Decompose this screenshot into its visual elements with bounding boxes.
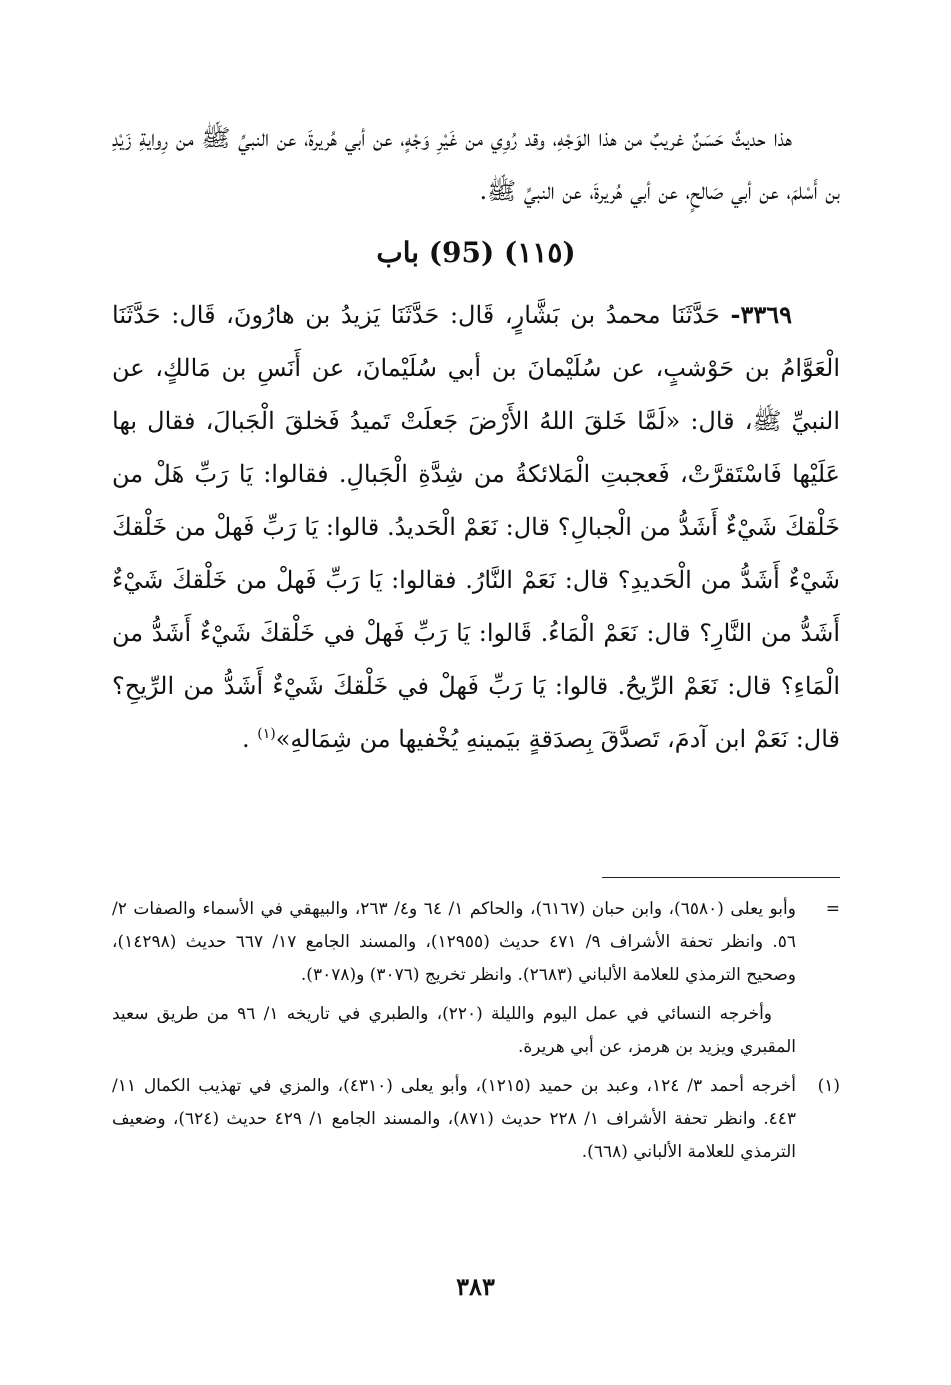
footnote-additional: وأخرجه النسائي في عمل اليوم والليلة (٢٢٠)، والطبري في تاريخه ١/ ٩٦ من طريق سعيد المقبري ويزيد بن هرمز، عن أبي هريرة. <box>112 1004 796 1057</box>
chapter-heading: (١١٥) (95) باب <box>376 236 576 269</box>
page-number: ٣٨٣ <box>456 1272 495 1301</box>
footnote-continuation-text: وأبو يعلى (٦٥٨٠)، وابن حبان (٦١٦٧)، والحاكم ١/ ٦٤ و٤/ ٢٦٣، والبيهقي في الأسماء والصفات ٢/ ٥٦. وانظر تحفة الأشراف ٩/ ٤٧١ حديث (١٢٩٥٥)، والمسند الجامع ١٧/ ٦٦٧ حديث (١٤٢٩٨)، وصحيح الترمذي للعلامة الألباني (٢٦٨٣). وانظر تخريج (٣٠٧٦) و(٣٠٧٨). <box>112 899 797 985</box>
hadith-text: حَدَّثَنَا محمدُ بن بَشَّارٍ، قَال: حَدَّثَنَا يَزيدُ بن هارُونَ، قَال: حَدَّثَنَا الْعَوَّامُ بن حَوْشبٍ، عن سُلَيْمانَ بن أبي سُلَيْمانَ، عن أَنَسِ بن مَالكٍ، عن النبيِّ ﷺ، قال: «لَمَّا خَلقَ اللهُ الأَرْضَ جَعلَتْ تَميدُ فَخلقَ الْجَبالَ، فقال بها عَلَيْها فَاسْتَقرَّتْ، فَعجبتِ الْمَلائكةُ من شِدَّةِ الْجَبالِ. فقالوا: يَا رَبِّ هَلْ من خَلْقكَ شَيْءٌ أَشَدُّ من الْجبالِ؟ قال: نَعَمْ الْحَديدُ. قالوا: يَا رَبِّ فَهلْ من خَلْقكَ شَيْءٌ أَشَدُّ من الْحَديدِ؟ قال: نَعَمْ النَّارُ. فقالوا: يَا رَبِّ فَهلْ من خَلْقكَ شَيْءٌ أَشَدُّ من النَّارِ؟ قال: نَعَمْ الْمَاءُ. قَالوا: يَا رَبِّ فَهلْ في خَلْقكَ شَيْءٌ أَشَدُّ من الْمَاءِ؟ قال: نَعَمْ الرِّيحُ. قالوا: يَا رَبِّ فَهلْ في خَلْقكَ شَيْءٌ أَشَدُّ من الرِّيحِ؟ قال: نَعَمْ ابن آدمَ، تَصدَّقَ بِصدَقةٍ بيَمينهِ يُخْفيها من شِمَالهِ» <box>112 301 840 753</box>
footnote-1 <box>112 1070 840 1169</box>
hadith-paragraph <box>112 288 840 766</box>
hadith-number: ٣٣٦٩- <box>730 300 792 329</box>
footnotes-section <box>112 893 840 1175</box>
footnote-marker[interactable]: (١) <box>257 726 276 742</box>
footnote-continuation <box>112 893 840 992</box>
footnote-separator <box>602 877 840 878</box>
footnote-1-text: أخرجه أحمد ٣/ ١٢٤، وعبد بن حميد (١٢١٥)، وأبو يعلى (٤٣١٠)، والمزي في تهذيب الكمال ١١/ ٤٤٣. وانظر تحفة الأشراف ١/ ٢٢٨ حديث (٨٧١)، والمسند الجامع ١/ ٤٢٩ حديث (٦٢٤)، وضعيف الترمذي للعلامة الألباني (٦٦٨). <box>112 1076 797 1162</box>
intro-paragraph: هذا حديثٌ حَسَنٌ غريبٌ من هذا الوَجْهِ، وقد رُوِي من غَيْرِ وَجْهٍ، عن أبي هُريرةَ، عن النبيِّ ﷺ من رِوايةِ زَيْدِ بن أَسْلمَ، عن أبي صَالحٍ، عن أبي هُريرةَ، عن النبيِّ ﷺ. <box>112 124 840 205</box>
hadith-end: . <box>241 725 258 753</box>
footnote-1-label: (١) <box>817 1076 840 1096</box>
continuation-mark: = <box>825 899 840 919</box>
main-text <box>112 112 840 766</box>
